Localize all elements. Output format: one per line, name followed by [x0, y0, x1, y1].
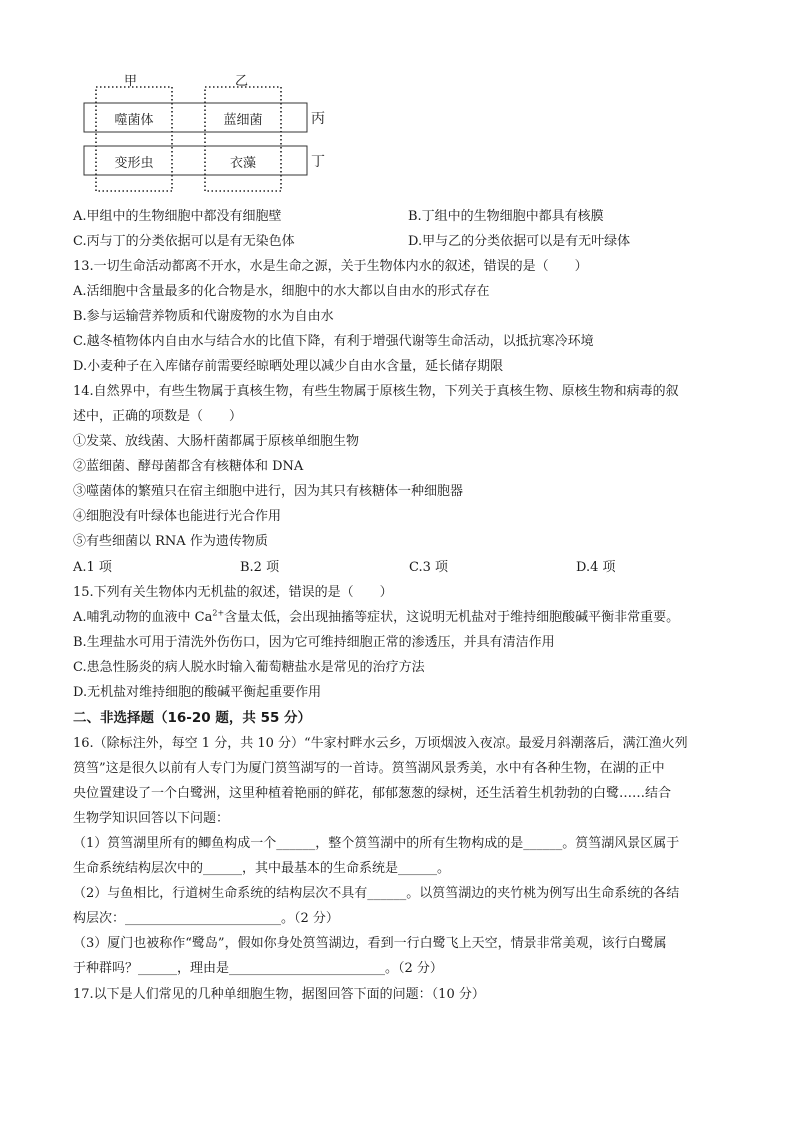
q12-option-d: D.甲与乙的分类依据可以是有无叶绿体 — [408, 234, 631, 249]
q16-line-9: （3）厦门也被称作“鹭岛”，假如你身处筼筜湖边，看到一行白鹭飞上天空，情景非常美观，该行白鹭属 — [73, 936, 667, 951]
q13-option-b: B.参与运输营养物质和代谢废物的水为自由水 — [73, 309, 334, 324]
q12-option-a: A.甲组中的生物细胞中都没有细胞壁 — [73, 209, 282, 224]
q14-option-c: C.3 项 — [409, 560, 449, 575]
q16-line-5: （1）筼筜湖里所有的鲫鱼构成一个______，整个筼筜湖中的所有生物构成的是______。筼筜湖风景区属于 — [73, 836, 680, 851]
q14-option-d: D.4 项 — [576, 560, 616, 575]
q12-option-b: B.丁组中的生物细胞中都具有核膜 — [408, 209, 604, 224]
q14-item-1: ①发菜、放线菌、大肠杆菌都属于原核单细胞生物 — [73, 434, 360, 449]
q16-line-10: 于种群吗？______，理由是________________________。（2 分） — [73, 961, 443, 976]
q16-line-1: 16.（除标注外，每空 1 分，共 10 分）“牛家村畔水云乡，万顷烟波入夜凉。最爱月斜潮落后，满江渔火列 — [73, 736, 688, 751]
q16-line-6: 生命系统结构层次中的______，其中最基本的生命系统是______。 — [73, 861, 451, 876]
group-b-label: 乙 — [235, 74, 249, 89]
q15-option-a-text1: A.哺乳动物的血液中 Ca — [73, 610, 213, 625]
q13-stem: 13.一切生命活动都离不开水，水是生命之源，关于生物体内水的叙述，错误的是（ ） — [73, 259, 588, 274]
q17-stem: 17.以下是人们常见的几种单细胞生物，据图回答下面的问题：（10 分） — [73, 987, 485, 1002]
q15-option-a — [73, 608, 679, 628]
q15-stem: 15.下列有关生物体内无机盐的叙述，错误的是（ ） — [73, 585, 393, 600]
q15-option-d: D.无机盐对维持细胞的酸碱平衡起重要作用 — [73, 685, 322, 700]
q15-option-c: C.患急性肠炎的病人脱水时输入葡萄糖盐水是常见的治疗方法 — [73, 660, 425, 675]
cell-chlamydomonas: 衣藻 — [229, 156, 256, 171]
cell-cyanobacteria: 蓝细菌 — [223, 113, 263, 128]
q16-line-8: 构层次：________________________。（2 分） — [73, 911, 339, 926]
cell-amoeba: 变形虫 — [114, 156, 154, 171]
q13-option-a: A.活细胞中含量最多的化合物是水，细胞中的水大都以自由水的形式存在 — [73, 284, 490, 299]
q14-option-b: B.2 项 — [240, 560, 280, 575]
q15-option-a-text2: 含量太低，会出现抽搐等症状，这说明无机盐对于维持细胞酸碱平衡非常重要。 — [224, 610, 680, 625]
q16-line-3: 央位置建设了一个白鹭洲，这里种植着艳丽的鲜花，郁郁葱葱的绿树，还生活着生机勃勃的白鹭……结合 — [73, 786, 672, 801]
q15-option-b: B.生理盐水可用于清洗外伤伤口，因为它可维持细胞正常的渗透压，并具有清洁作用 — [73, 635, 555, 650]
q14-item-2: ②蓝细菌、酵母菌都含有核糖体和 DNA — [73, 459, 304, 474]
q13-option-c: C.越冬植物体内自由水与结合水的比值下降，有利于增强代谢等生命活动，以抵抗寒冷环境 — [73, 334, 594, 349]
q16-line-7: （2）与鱼相比，行道树生命系统的结构层次不具有______。以筼筜湖边的夹竹桃为例写出生命系统的各结 — [73, 886, 680, 901]
cell-phage: 噬菌体 — [114, 113, 154, 128]
q13-option-d: D.小麦种子在入库储存前需要经晾晒处理以减少自由水含量，延长储存期限 — [73, 359, 504, 374]
q14-item-3: ③噬菌体的繁殖只在宿主细胞中进行，因为其只有核糖体一种细胞器 — [73, 484, 464, 499]
q16-line-4: 生物学知识回答以下问题： — [73, 811, 230, 826]
section2-title: 二、非选择题（16-20 题，共 55 分） — [73, 710, 312, 726]
q15-option-a-superscript: 2+ — [212, 608, 225, 618]
q14-option-a: A.1 项 — [73, 560, 112, 575]
row-c-label: 丙 — [311, 111, 325, 127]
q12-option-c: C.丙与丁的分类依据可以是有无染色体 — [73, 234, 295, 249]
q14-stem-line2: 述中，正确的项数是（ ） — [73, 409, 243, 424]
q14-item-5: ⑤有些细菌以 RNA 作为遗传物质 — [73, 534, 268, 549]
diagram-frame — [80, 66, 340, 196]
row-d-label: 丁 — [311, 154, 325, 170]
q16-line-2: 筼筜”这是很久以前有人专门为厦门筼筜湖写的一首诗。筼筜湖风景秀美，水中有各种生物，在湖的正中 — [73, 761, 665, 776]
classification-diagram — [80, 66, 340, 196]
q14-stem-line1: 14.自然界中，有些生物属于真核生物，有些生物属于原核生物，下列关于真核生物、原核生物和病毒的叙 — [73, 384, 679, 399]
q14-item-4: ④细胞没有叶绿体也能进行光合作用 — [73, 509, 282, 524]
group-a-label: 甲 — [124, 74, 138, 89]
